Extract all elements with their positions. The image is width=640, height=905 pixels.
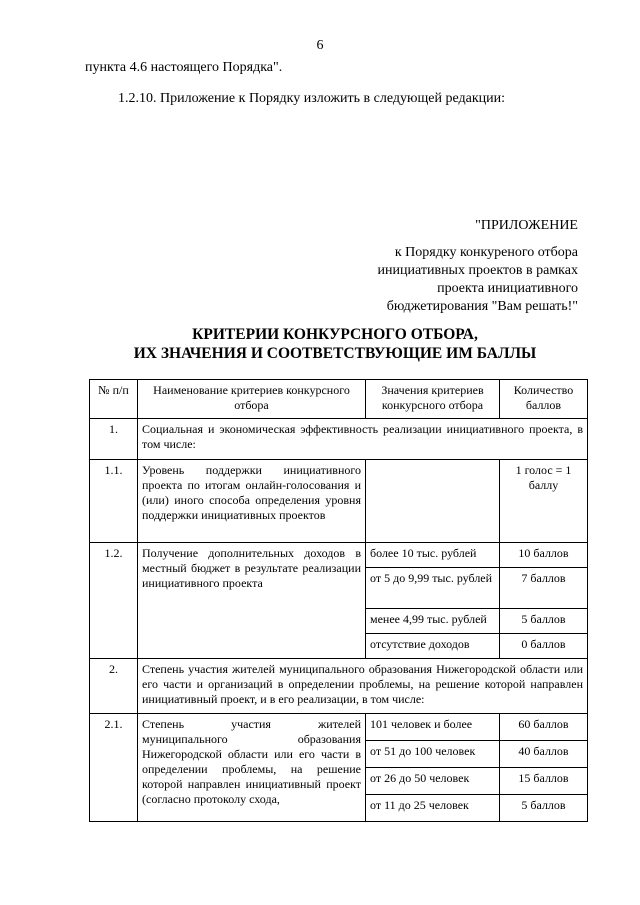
option-value: от 51 до 100 человек bbox=[366, 741, 500, 768]
option-value: более 10 тыс. рублей bbox=[366, 543, 500, 568]
table-row bbox=[90, 419, 588, 460]
appendix-subtitle-line: инициативных проектов в рамках bbox=[377, 263, 578, 278]
row-num: 2. bbox=[90, 659, 138, 714]
intro-line-2: 1.2.10. Приложение к Порядку изложить в следующей редакции: bbox=[118, 91, 505, 106]
option-value: от 26 до 50 человек bbox=[366, 768, 500, 795]
table-row bbox=[90, 659, 588, 714]
option-value: менее 4,99 тыс. рублей bbox=[366, 609, 500, 634]
option-points: 10 баллов bbox=[500, 543, 588, 568]
option-value: от 5 до 9,99 тыс. рублей bbox=[366, 568, 500, 609]
table-row bbox=[90, 543, 588, 568]
appendix-title: "ПРИЛОЖЕНИЕ bbox=[475, 218, 578, 233]
row-criterion-name: Уровень поддержки инициативного проекта по итогам онлайн-голосования и (или) иного способа определения уровня поддержки инициативных проектов bbox=[138, 460, 366, 543]
table-row bbox=[90, 460, 588, 543]
appendix-subtitle bbox=[378, 244, 578, 316]
header-name: Наименование критериев конкурсного отбора bbox=[138, 380, 366, 419]
option-points: 60 баллов bbox=[500, 714, 588, 741]
appendix-subtitle-line: проекта инициативного bbox=[437, 281, 578, 296]
intro-line-1: пункта 4.6 настоящего Порядка". bbox=[85, 60, 283, 75]
row-num: 1. bbox=[90, 419, 138, 460]
option-points: 5 баллов bbox=[500, 795, 588, 822]
option-value: от 11 до 25 человек bbox=[366, 795, 500, 822]
appendix-subtitle-line: к Порядку конкуреного отбора bbox=[394, 245, 578, 260]
row-criterion-value bbox=[366, 460, 500, 543]
option-value: 101 человек и более bbox=[366, 714, 500, 741]
row-section-text: Социальная и экономическая эффективность реализации инициативного проекта, в том числе: bbox=[138, 419, 588, 460]
option-points: 15 баллов bbox=[500, 768, 588, 795]
row-criterion-points: 1 голос = 1 баллу bbox=[500, 460, 588, 543]
row-section-text: Степень участия жителей муниципального образования Нижегородской области или его части и организаций в определении проблемы, на решение которой направлен инициативный проект, и в его реализации, в том числе: bbox=[138, 659, 588, 714]
option-points: 5 баллов bbox=[500, 609, 588, 634]
row-num: 1.2. bbox=[90, 543, 138, 659]
table-row bbox=[90, 714, 588, 741]
option-points: 0 баллов bbox=[500, 634, 588, 659]
table-header-row bbox=[90, 380, 588, 419]
row-criterion-name: Степень участия жителей муниципального образования Нижегородской области или его части в определении проблемы, на решение которой направлен инициативный проект (согласно протоколу схода, bbox=[138, 714, 366, 822]
option-points: 40 баллов bbox=[500, 741, 588, 768]
criteria-heading-line-1: КРИТЕРИИ КОНКУРСНОГО ОТБОРА, bbox=[192, 326, 478, 343]
header-points: Количество баллов bbox=[500, 380, 588, 419]
row-num: 1.1. bbox=[90, 460, 138, 543]
appendix-subtitle-line: бюджетирования "Вам решать!" bbox=[386, 299, 578, 314]
header-values: Значения критериев конкурсного отбора bbox=[366, 380, 500, 419]
option-value: отсутствие доходов bbox=[366, 634, 500, 659]
page-number: 6 bbox=[316, 38, 324, 53]
criteria-heading bbox=[0, 325, 640, 363]
criteria-heading-line-2: ИХ ЗНАЧЕНИЯ И СООТВЕТСТВУЮЩИЕ ИМ БАЛЛЫ bbox=[133, 345, 537, 362]
option-points: 7 баллов bbox=[500, 568, 588, 609]
row-num: 2.1. bbox=[90, 714, 138, 822]
header-num: № п/п bbox=[90, 380, 138, 419]
criteria-table bbox=[89, 379, 588, 822]
row-criterion-name: Получение дополнительных доходов в местный бюджет в результате реализации инициативного проекта bbox=[138, 543, 366, 659]
